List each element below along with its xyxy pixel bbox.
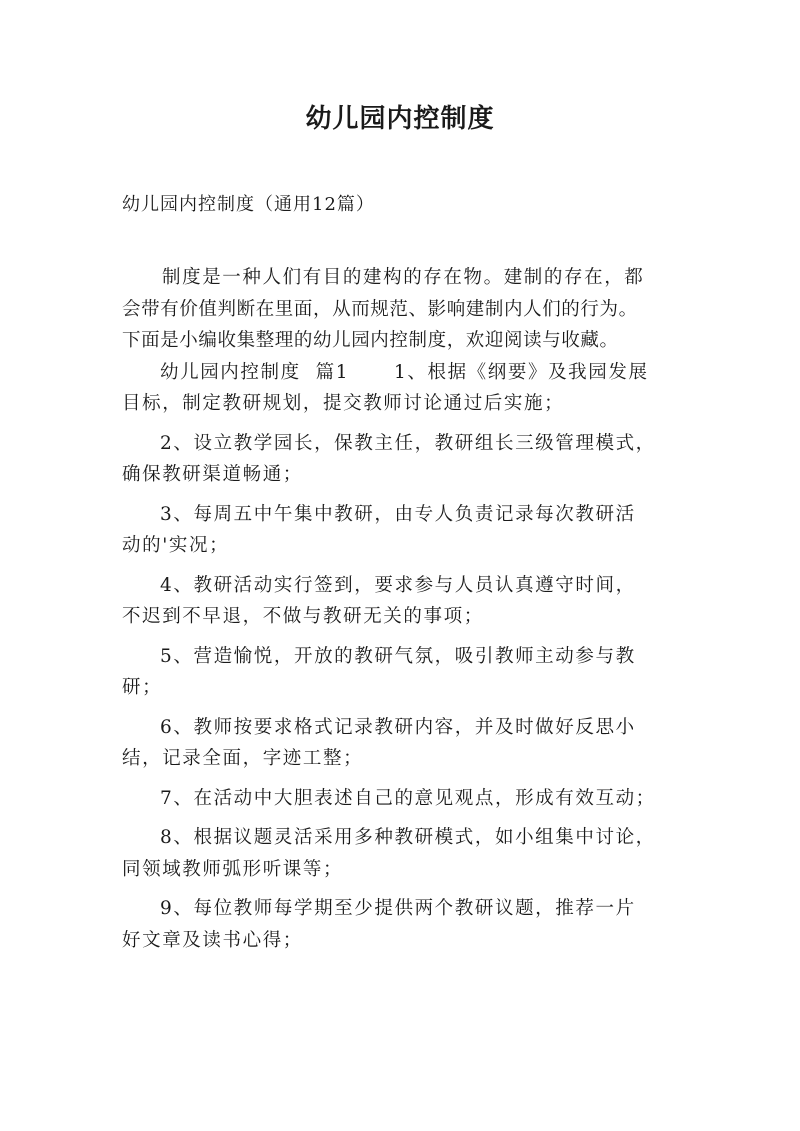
intro-line: 下面是小编收集整理的幼儿园内控制度，欢迎阅读与收藏。 bbox=[122, 330, 619, 351]
section-paragraph bbox=[122, 357, 684, 420]
list-item bbox=[122, 641, 684, 704]
list-item bbox=[122, 893, 684, 956]
list-item-line: 好文章及读书心得； bbox=[122, 929, 303, 951]
intro-paragraph bbox=[122, 262, 684, 357]
list-item bbox=[122, 499, 684, 562]
list-item-line: 9、每位教师每学期至少提供两个教研议题，推荐一片 bbox=[160, 898, 636, 919]
document-title: 幼儿园内控制度 bbox=[305, 104, 495, 134]
list-item-line: 结，记录全面，字迹工整； bbox=[122, 748, 364, 769]
list-item bbox=[122, 822, 684, 885]
intro-line: 会带有价值判断在里面，从而规范、影响建制内人们的行为。 bbox=[122, 298, 638, 320]
list-item-line: 动的'实况； bbox=[122, 535, 230, 556]
list-item bbox=[122, 570, 684, 633]
document-body bbox=[122, 262, 684, 956]
list-item-line: 6、教师按要求格式记录教研内容，并及时做好反思小 bbox=[160, 716, 636, 738]
list-item-line: 5、营造愉悦，开放的教研气氛，吸引教师主动参与教 bbox=[160, 645, 636, 667]
list-item-line: 确保教研渠道畅通； bbox=[122, 464, 303, 485]
list-item bbox=[122, 428, 684, 491]
list-item-line: 同领域教师弧形听课等； bbox=[122, 858, 344, 880]
list-item-line: 2、设立教学园长，保教主任，教研组长三级管理模式， bbox=[160, 432, 656, 454]
list-item bbox=[122, 712, 684, 775]
section-line: 目标，制定教研规划，提交教师讨论通过后实施； bbox=[122, 393, 565, 414]
list-item-line: 7、在活动中大胆表述自己的意见观点，形成有效互动； bbox=[160, 787, 656, 809]
section-heading-line: 幼儿园内控制度 篇1 1、根据《纲要》及我园发展 bbox=[160, 361, 649, 383]
intro-line: 制度是一种人们有目的建构的存在物。建制的存在，都 bbox=[162, 267, 645, 288]
list-item-line: 8、根据议题灵活采用多种教研模式，如小组集中讨论， bbox=[160, 827, 656, 848]
list-item-line: 4、教研活动实行签到，要求参与人员认真遵守时间， bbox=[160, 574, 636, 596]
list-item-line: 研； bbox=[122, 677, 163, 698]
list-item-line: 不迟到不早退，不做与教研无关的事项； bbox=[122, 606, 484, 627]
list-item-line: 3、每周五中午集中教研，由专人负责记录每次教研活 bbox=[160, 503, 636, 525]
document-subtitle: 幼儿园内控制度（通用12篇） bbox=[122, 194, 375, 215]
list-item bbox=[122, 783, 684, 815]
